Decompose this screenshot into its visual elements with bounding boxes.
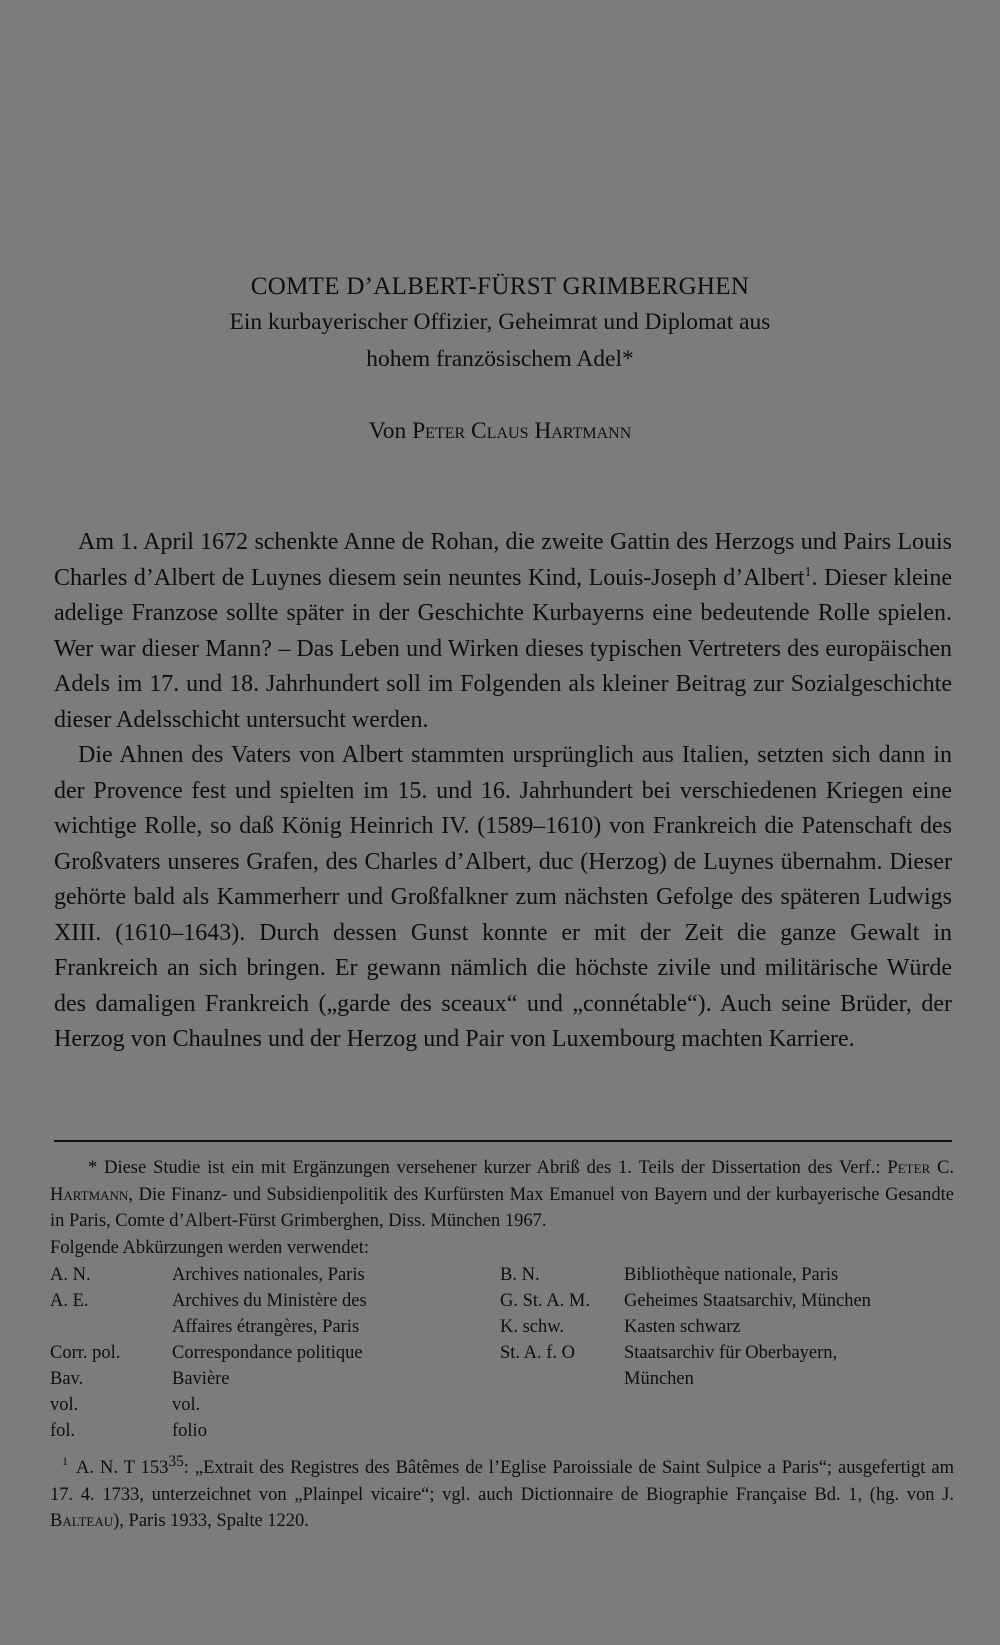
abbr-left-1: A. E. <box>50 1291 89 1311</box>
abbr-right-3: St. A. f. O <box>500 1343 576 1363</box>
abbr-left-6-meaning: folio <box>172 1421 207 1441</box>
article-subtitle-line-2: hohem französischem Adel* <box>366 346 634 372</box>
footnote-1-mark: 1 <box>62 1454 68 1468</box>
footnotes <box>50 1155 954 1535</box>
abbr-left-1-meaning: Archives du Ministère des <box>172 1291 367 1311</box>
footnote-star-text-a: * Diese Studie ist ein mit Ergänzungen versehener kurzer Abriß des 1. Teils der Dissertation des Verf.: <box>88 1158 888 1178</box>
paragraph-2: Die Ahnen des Vaters von Albert stammten ursprünglich aus Italien, setzten sich dann in der Provence fest und spielten im 15. und 16. Jahrhundert bei verschiedenen Kriegen eine wichtige Rolle, so daß König Heinrich IV. (1589–1610) von Frankreich die Patenschaft des Großvaters unseres Grafen, des Charles d’Albert, duc (Herzog) de Luynes übernahm. Dieser gehörte bald als Kammerherr und Großfalkner zum nächsten Gefolge des späteren Ludwigs XIII. (1610–1643). Durch dessen Gunst konnte er mit der Zeit die ganze Gewalt in Frankreich an sich bringen. Er gewann nämlich die höchste zivile und militärische Würde des damaligen Frankreich („garde des sceaux“ und „connétable“). Auch seine Brüder, der Herzog von Chaulnes und der Herzog und Pair von Luxembourg machten Karriere. <box>54 742 952 1052</box>
paragraph-1-text-a: Am 1. April 1672 schenkte Anne de Rohan, die zweite Gattin des Herzogs und Pairs Louis Charles d’Albert de Luynes diesem sein neuntes Kind, Louis-Joseph d’Albert <box>54 529 952 591</box>
footnote-1-author: Balteau <box>50 1511 114 1531</box>
abbr-right-0: B. N. <box>500 1265 540 1285</box>
article-subtitle-line-1: Ein kurbayerischer Offizier, Geheimrat und Diplomat aus <box>229 309 771 335</box>
abbr-right-1-meaning: Geheimes Staatsarchiv, München <box>624 1291 871 1311</box>
abbr-left-0-meaning: Archives nationales, Paris <box>172 1265 365 1285</box>
body-text <box>54 525 952 1058</box>
footnote-star-author: Peter C. Hartmann <box>50 1158 954 1205</box>
author-line <box>0 418 1000 445</box>
abbr-left-5-meaning: vol. <box>172 1395 201 1415</box>
footnote-divider <box>54 1140 952 1142</box>
footnote-1-text-b: : „Extrait des Registres des Bâtêmes de l’Eglise Paroissiale de Saint Sulpice a Paris“; ausgefertigt am 17. 4. 1733, unterzeichnet von „Plainpel vicaire“; vgl. auch Dictionnaire de Biographie Française Bd. 1, (hg. von J. <box>50 1458 954 1505</box>
abbr-left-3-meaning: Correspondance politique <box>172 1343 363 1363</box>
footnote-1-text-a: A. N. T 153 <box>76 1458 169 1478</box>
article-title: COMTE D’ALBERT-FÜRST GRIMBERGHEN <box>250 273 750 300</box>
footnote-1-sup: 35 <box>168 1452 184 1470</box>
abbreviations-table <box>50 1262 954 1448</box>
footnote-ref-1: 1 <box>804 564 812 580</box>
abbr-right-4-meaning: München <box>624 1369 694 1389</box>
author-name: Peter Claus Hartmann <box>412 418 632 444</box>
footnote-1 <box>50 1448 954 1535</box>
paragraph-1-text-b: . Dieser kleine adelige Franzose sollte später in der Geschichte Kurbayerns eine bedeutende Rolle spielen. Wer war dieser Mann? – Das Leben und Wirken dieses typischen Vertreters des europäischen Adels im 17. und 18. Jahrhundert soll im Folgenden als kleiner Beitrag zur Sozialgeschichte dieser Adelsschicht untersucht werden. <box>54 564 952 733</box>
abbr-left-0: A. N. <box>50 1265 91 1285</box>
abbr-right-1: G. St. A. M. <box>500 1291 590 1311</box>
paragraph-1 <box>54 525 952 738</box>
abbr-left-6: fol. <box>50 1421 76 1441</box>
abbr-right-2: K. schw. <box>500 1317 565 1337</box>
abbr-left-3: Corr. pol. <box>50 1343 121 1363</box>
abbreviations-intro: Folgende Abkürzungen werden verwendet: <box>50 1237 370 1258</box>
abbr-left-2-meaning: Affaires étrangères, Paris <box>172 1317 360 1337</box>
abbr-right-0-meaning: Bibliothèque nationale, Paris <box>624 1265 839 1285</box>
footnote-star <box>50 1155 954 1235</box>
abbr-left-5: vol. <box>50 1395 79 1415</box>
abbr-right-3-meaning: Staatsarchiv für Oberbayern, <box>624 1343 838 1363</box>
author-prefix: Von <box>368 418 413 444</box>
abbr-left-4-meaning: Bavière <box>172 1369 230 1389</box>
abbr-right-2-meaning: Kasten schwarz <box>624 1317 741 1337</box>
footnote-star-text-b: , Die Finanz- und Subsidienpolitik des Kurfürsten Max Emanuel von Bayern und der kurbayerische Gesandte in Paris, Comte d’Albert-Fürst Grimberghen, Diss. München 1967. <box>50 1184 954 1231</box>
abbr-left-4: Bav. <box>50 1369 84 1389</box>
footnote-1-text-c: ), Paris 1933, Spalte 1220. <box>113 1511 309 1531</box>
